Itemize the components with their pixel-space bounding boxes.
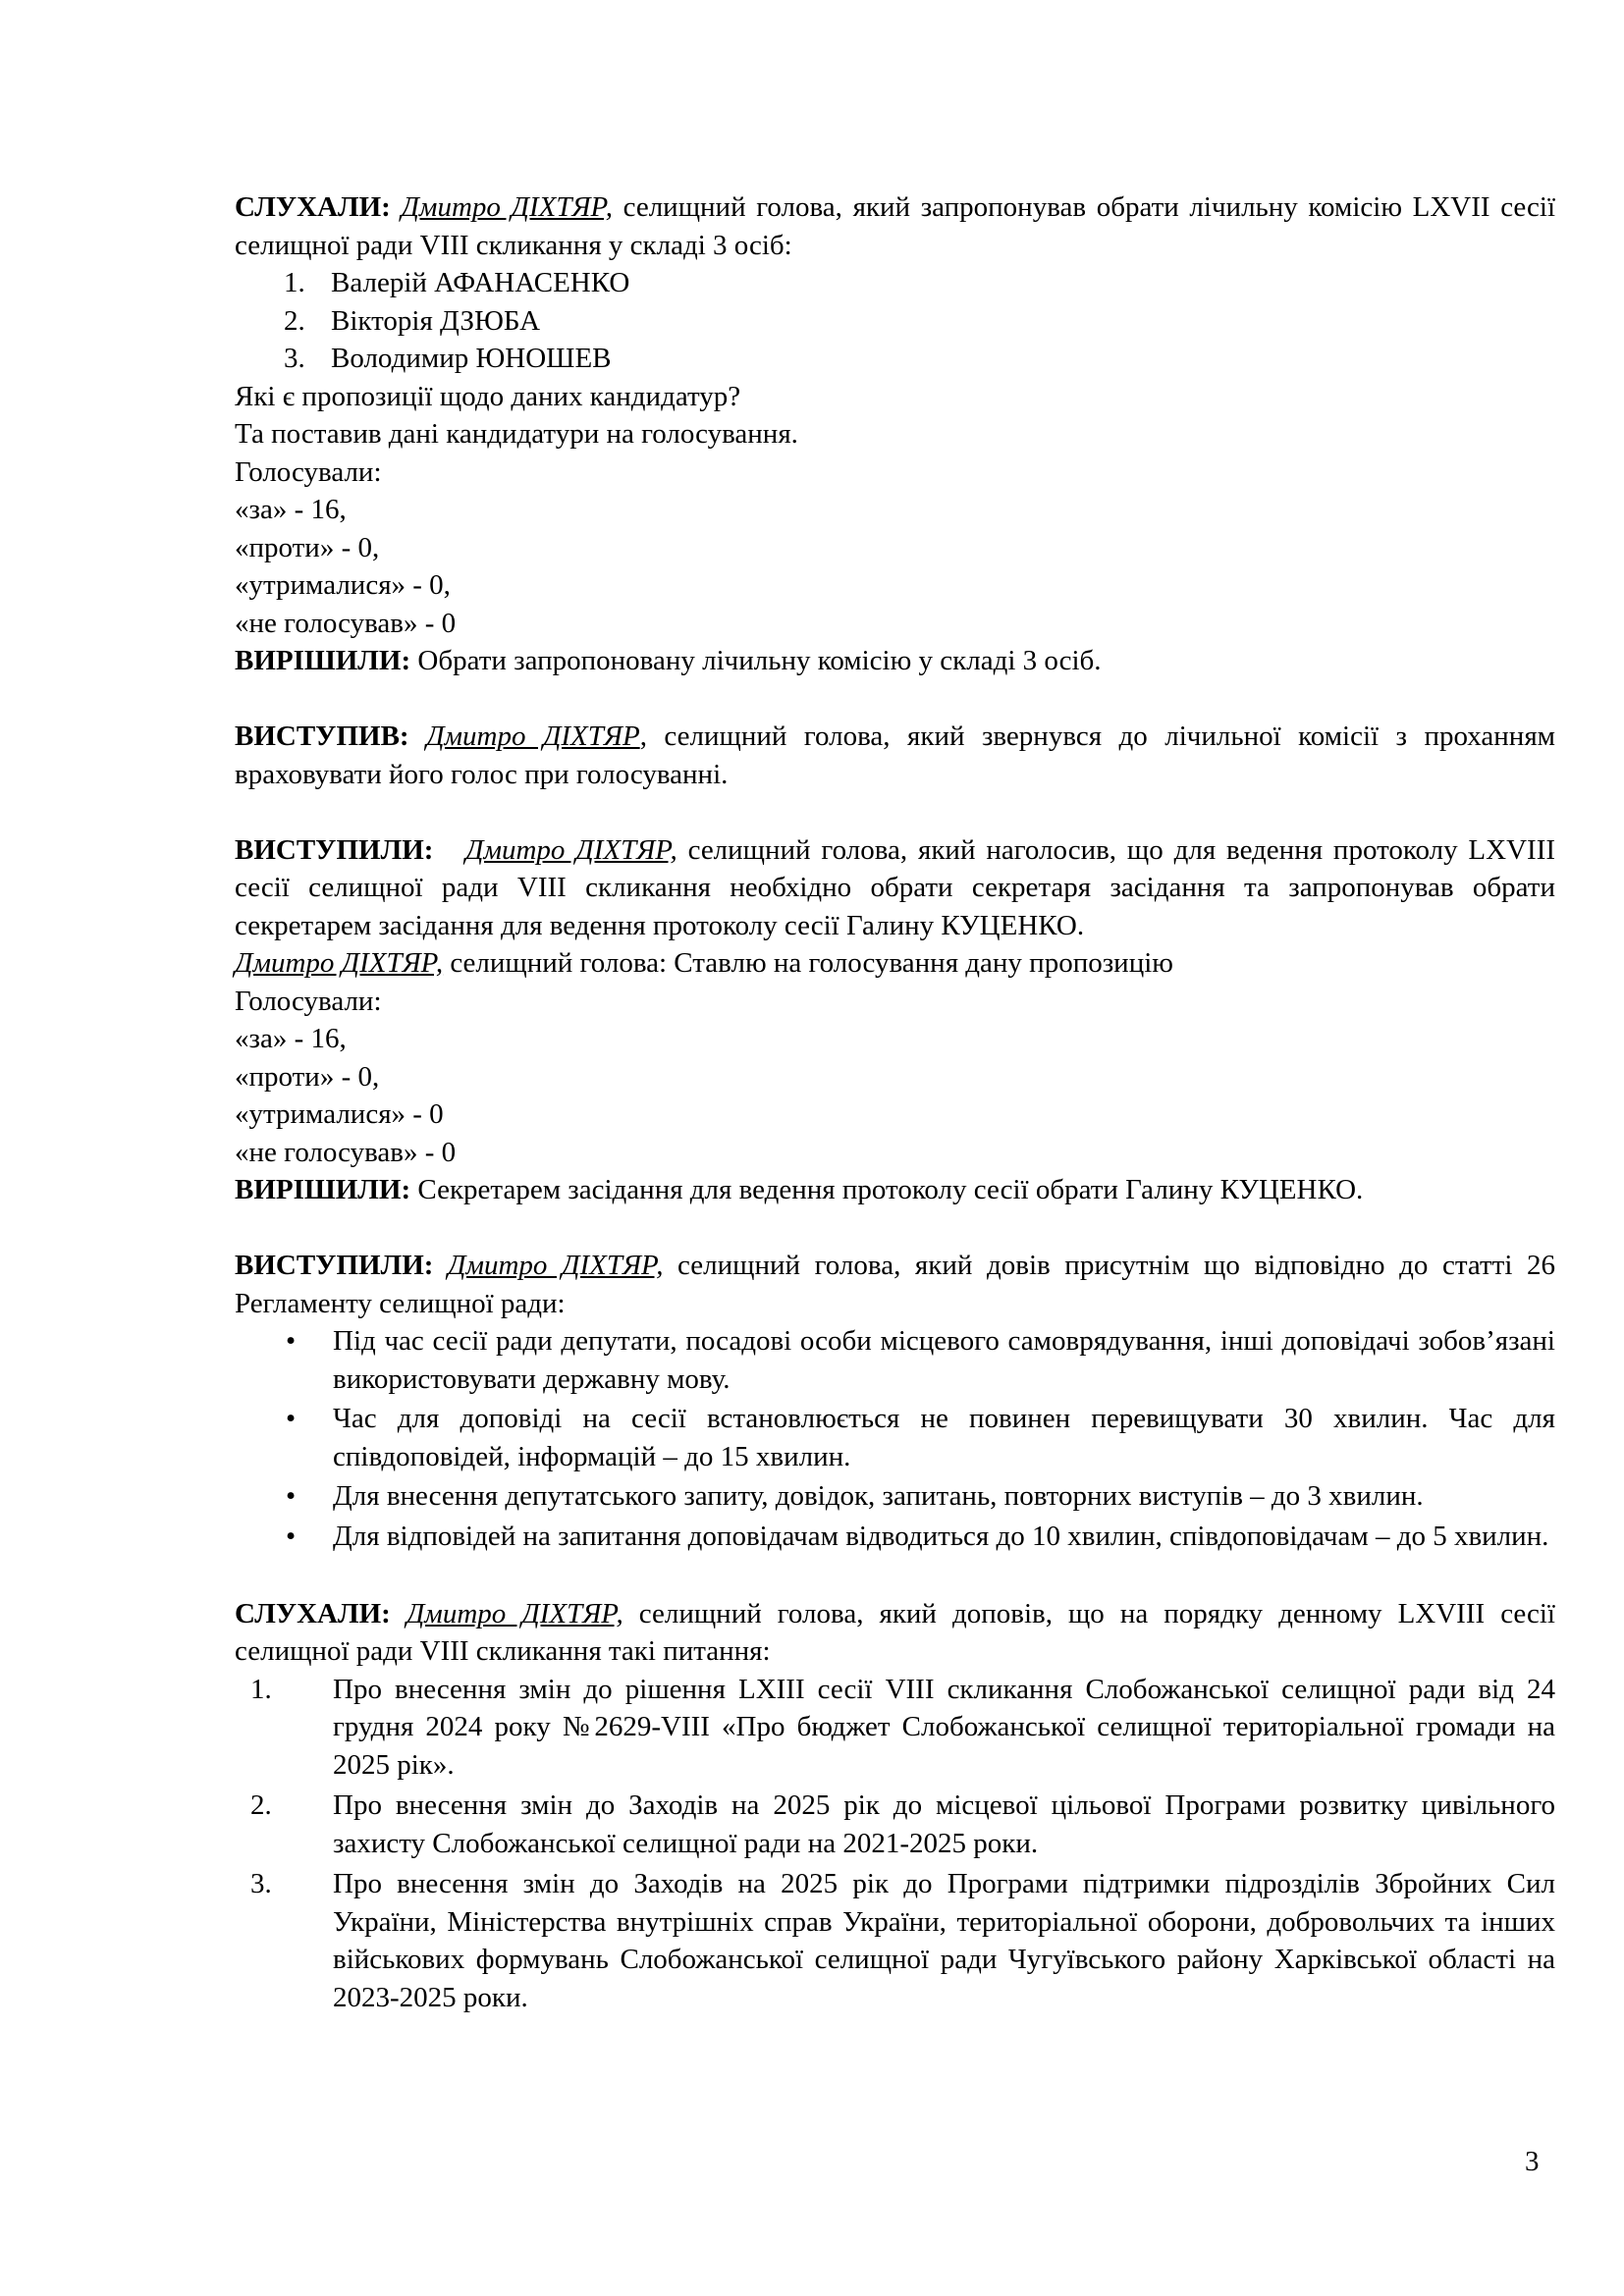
vote-against: «проти» - 0,: [235, 1060, 380, 1093]
member-name: Вікторія ДЗЮБА: [331, 304, 541, 337]
list-number: 3.: [284, 343, 305, 374]
spoke-block-vote-count: [235, 718, 1555, 793]
spoke-paragraph: [235, 831, 1555, 945]
spoke-label: ВИСТУПИЛИ:: [235, 1250, 434, 1281]
decision-paragraph: [235, 1171, 1555, 1209]
spoke-paragraph: [235, 718, 1555, 793]
list-number: 1.: [284, 267, 305, 298]
chair-statement-text: селищний голова: Ставлю на голосування дану пропозицію: [443, 947, 1173, 979]
spoke-label: ВИСТУПИЛИ:: [235, 833, 434, 866]
speaker-name: Дмитро ДІХТЯР,: [401, 191, 613, 223]
decided-text: Секретарем засідання для ведення протоколу сесії обрати Галину КУЦЕНКО.: [410, 1174, 1364, 1205]
voted-label: Голосували:: [235, 455, 382, 488]
heard-block-agenda: [235, 1595, 1555, 2017]
vote-for: «за» - 16,: [235, 494, 347, 525]
decided-text: Обрати запропоновану лічильну комісію у складі 3 осіб.: [410, 645, 1102, 676]
bullet-text: Для внесення депутатського запиту, довідок, запитань, повторних виступів – до 3 хвилин.: [333, 1480, 1424, 1512]
agenda-text: Про внесення змін до Заходів на 2025 рік до Програми підтримки підрозділів Збройних Сил України, Міністерства внутрішніх справ України, територіальної оборони, добровольчих та інших військових формувань Слобожанської селищної ради Чугуївського району Харківської області на 2023-2025 роки.: [333, 1868, 1555, 2013]
vote-abstain: «утрималися» - 0,: [235, 569, 451, 601]
decision-paragraph: [235, 642, 1555, 680]
vote-none: «не голосував» - 0: [235, 1136, 457, 1168]
spoke-label: ВИСТУПИВ:: [235, 721, 409, 752]
agenda-text: Про внесення змін до Заходів на 2025 рік до місцевої цільової Програми розвитку цивільного захисту Слобожанської селищної ради на 2021-2025 роки.: [333, 1789, 1555, 1859]
spoke-text: селищний голова, який наголосив, що для ведення протоколу LXVIII сесії селищної ради VIII скликання необхідно обрати секретаря засідання та запропонував обрати секретарем засідання для ведення протоколу сесії Галину КУЦЕНКО.: [235, 833, 1556, 941]
bullet-icon: •: [286, 1520, 297, 1552]
heard-block-counting-commission: [235, 188, 1555, 680]
spoke-block-regulations: [235, 1247, 1555, 1555]
speaker-name: Дмитро ДІХТЯР: [426, 721, 640, 752]
spacer: [235, 1209, 1555, 1248]
decided-label: ВИРІШИЛИ:: [235, 645, 411, 676]
heard-text: селищний голова, який доповів, що на порядку денному LXVIII сесії селищної ради VIII скликання такі питання:: [235, 1597, 1555, 1667]
put-to-vote-line: Та поставив дані кандидатури на голосування.: [235, 418, 798, 450]
member-name: Володимир ЮНОШЕВ: [331, 343, 612, 374]
bullet-item: [235, 1518, 1555, 1556]
agenda-number: 3.: [250, 1868, 272, 1899]
spoke-text: селищний голова, який довів присутнім що відповідно до статті 26 Регламенту селищної ради:: [235, 1250, 1556, 1319]
agenda-number: 1.: [250, 1673, 272, 1705]
bullet-icon: •: [286, 1403, 297, 1434]
bullet-item: [235, 1322, 1555, 1398]
commission-members-list: [235, 264, 1555, 378]
question-line: Які є пропозиції щодо даних кандидатур?: [235, 380, 741, 412]
speaker-name: Дмитро ДІХТЯР,: [235, 947, 444, 979]
heard-paragraph: [235, 1595, 1555, 1671]
decided-label: ВИРІШИЛИ:: [235, 1174, 411, 1205]
agenda-text: Про внесення змін до рішення LXIII сесії VIII скликання Слобожанської селищної ради від 24 грудня 2024 року №2629-VIII «Про бюджет Слобожанської селищної територіальної громади на 2025 рік».: [333, 1673, 1555, 1781]
heard-label: СЛУХАЛИ:: [235, 191, 391, 223]
spacer: [235, 1557, 1555, 1595]
member-name: Валерій АФАНАСЕНКО: [331, 267, 630, 298]
bullet-icon: •: [286, 1325, 297, 1357]
heard-text: селищний голова, який запропонував обрати лічильну комісію LXVII сесії селищної ради VIII скликання у складі 3 осіб:: [235, 191, 1556, 261]
vote-for: «за» - 16,: [235, 1023, 347, 1054]
agenda-list: [235, 1671, 1555, 2017]
document-page: [235, 188, 1555, 2019]
bullet-text: Час для доповіді на сесії встановлюється не повинен перевищувати 30 хвилин. Час для співдоповідей, інформацій – до 15 хвилин.: [333, 1403, 1555, 1472]
list-item: [235, 302, 1555, 341]
agenda-number: 2.: [250, 1789, 272, 1821]
bullet-text: Під час сесії ради депутати, посадові особи місцевого самоврядування, інші доповідачі зобов’язані використовувати державну мову.: [333, 1325, 1555, 1395]
spoke-text: , селищний голова, який звернувся до лічильної комісії з проханням враховувати його голос при голосуванні.: [235, 721, 1556, 790]
regulations-bullet-list: [235, 1322, 1555, 1555]
bullet-item: [235, 1477, 1555, 1516]
speaker-name: Дмитро ДІХТЯР,: [448, 1250, 664, 1281]
spoke-paragraph: [235, 1247, 1555, 1322]
bullet-item: [235, 1400, 1555, 1475]
bullet-icon: •: [286, 1480, 297, 1512]
agenda-item: [235, 1865, 1555, 2016]
list-item: [235, 340, 1555, 378]
agenda-item: [235, 1787, 1555, 1862]
heard-label: СЛУХАЛИ:: [235, 1597, 391, 1629]
heard-paragraph: [235, 188, 1555, 264]
vote-against: «проти» - 0,: [235, 531, 380, 563]
speaker-name: Дмитро ДІХТЯР,: [465, 833, 677, 866]
vote-none: «не голосував» - 0: [235, 607, 457, 639]
spacer: [235, 680, 1555, 719]
list-item: [235, 264, 1555, 302]
chair-statement: [235, 944, 1555, 983]
voted-label: Голосували:: [235, 985, 382, 1017]
speaker-name: Дмитро ДІХТЯР,: [406, 1597, 623, 1629]
agenda-item: [235, 1671, 1555, 1785]
spacer: [235, 793, 1555, 831]
page-number: 3: [1525, 2146, 1540, 2177]
bullet-text: Для відповідей на запитання доповідачам відводиться до 10 хвилин, співдоповідачам – до 5 хвилин.: [333, 1520, 1549, 1552]
list-number: 2.: [284, 304, 305, 337]
vote-abstain: «утрималися» - 0: [235, 1098, 444, 1130]
spoke-block-secretary: [235, 831, 1555, 1209]
